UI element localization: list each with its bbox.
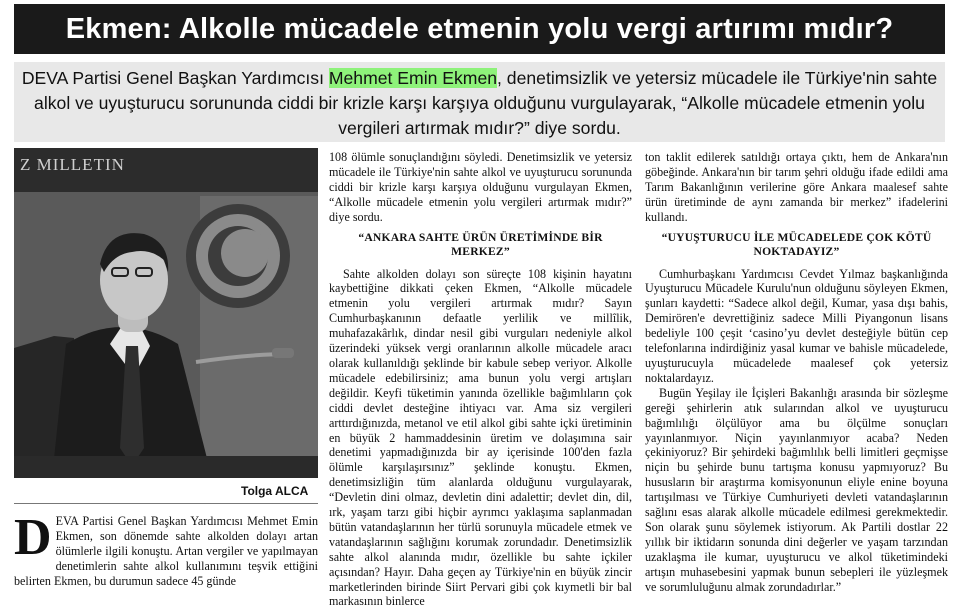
article-column-1 [14, 509, 318, 589]
column-3-paragraph-1: ton taklit edilerek satıldığı ortaya çıktı, hem de Ankara'nın göbeğinde. Ankara'nın bir tarım şehri olduğu ifade edildi ama Tarım Bakanlığının verilerine göre Ankara maalesef sahte ürün üretiminde de aynı zamanda bir merkez” ifadelerini kullandı. [645, 150, 948, 224]
backdrop-text: Z MILLETIN [20, 155, 125, 174]
spot-text-after: , denetimsizlik ve yetersiz mücadele ile Türkiye'nin sahte alkol ve uyuşturucu sorununda ciddi bir krizle karşı karşıya olduğunu vurgulayarak, “Alkolle mücadele etmenin yolu vergileri artırmak mıdır?” diye sordu. [34, 68, 938, 138]
column-2-paragraph-1: 108 ölümle sonuçlandığını söyledi. Denetimsizlik ve yetersiz mücadele ile Türkiye'nin sahte alkol ve uyuşturucu sorununda ciddi bir krizle karşı karşıya olduğunu vurgulayan Ekmen, “Alkolle mücadele etmenin yolu vergileri artırmak mıdır?” diye sordu. [329, 150, 632, 224]
column-2-paragraph-2: Sahte alkolden dolayı son süreçte 108 kişinin hayatını kaybettiğine dikkati çeken Ekmen, “Alkolle mücadele etmenin yolu vergileri artırmak mıdır? Sayın Cumhurbaşkanının defaatle yerlilik ve millîlik, muhafazakârlık, dindar nesil gibi vurguları nedeniyle alkol üzerindeki yüksek vergi oranlarının alkolle mücadele aracı olarak kullanıldığı şeklinde bir kabule sebep veriyor. Alkolle mücadele edebilirsiniz; ama bunun yolu vergi artışları değildir. Keyfi tüketimin yanında özellikle bağımlıların çok ciddi devlet desteğine ihtiyacı var. Ama siz vergileri arttırdığınızda, metanol ve etil alkol gibi sahte içki üretiminin en büyük 2 hammaddesinin üretim ve dolaşımına sair denetimi yapmadığınızda bir ay içerisinde 100'den fazla ölümle karşılaşırsınız” şeklinde konuştu. Ekmen, denetimsizliğin tüm alanlarda olduğunu vurgulayarak, “Devletin dini olmaz, devletin dini adalettir; devlet din, dil, ırk, yaşam tarzı gibi hiçbir ayrımcı yaklaşıma saplanmadan bütün vatandaşlarının her türlü sorunuyla mücadele etmek ve vatandaşlarının sağlığını korumak zorundadır. Denetimsizlik sahte alkol alanında mıdır, özellikle bu sahte içkiler açısından? Hayır. Daha geçen ay Türkiye'nin en büyük zincir marketlerinden birinde Siirt Pervari gibi çok kıymetli bir bal markasının binlerce [329, 266, 632, 609]
column-1-text: EVA Partisi Genel Başkan Yardımcısı Mehmet Emin Ekmen, son dönemde sahte alkolden dolayı artan ölümlerle ilgili konuştu. Artan vergiler ve yapılmayan denetimlerin sahte alkol kullanımını teşvik ettiğini belirten Ekmen, bu durumun sadece 45 günde [14, 514, 318, 588]
spot-summary [14, 62, 945, 142]
article-column-3 [645, 150, 948, 594]
column-3-paragraph-3: Bugün Yeşilay ile İçişleri Bakanlığı arasında bir sözleşme gereği şehirlerin atık sularından alkol ve uyuşturucu bağımlılığı ölçülüyor ama bu ölçülme sonuçları yayınlanmıyor. Niçin yayınlanmıyor acaba? Neden çekiniyoruz? Bir şehirdeki bağımlılık belli limitleri geçmişse niçin bu şehirde bunu tartışma konusu yapmıyoruz? Bu hususların bir araştırma komisyonunun eliyle enine boyuna tartışılması ve Türkiye Cumhuriyeti devleti vatandaşlarının sağlını esas alarak alkolle mücadele edilmesi gerekmektedir. Son olarak şunu söylemek istiyorum. Ak Partili dostlar 22 yıllık bir iktidarın sonunda dini değerler ve yaşam tarzından uzaklaşma ile kumar, uyuşturucu ve alkol tüketimindeki artışın muhasebesini yapmak bunun sebepleri ile yüzleşmek ve sorumluluğunu almak zorundadırlar.” [645, 385, 948, 594]
drop-cap: D [14, 509, 52, 566]
article-column-2 [329, 150, 632, 609]
spot-text-before: DEVA Partisi Genel Başkan Yardımcısı [21, 68, 329, 88]
column-3-paragraph-2: Cumhurbaşkanı Yardımcısı Cevdet Yılmaz başkanlığında Uyuşturucu Mücadele Kurulu'nun olduğunu söyleyen Ekmen, şunları kaydetti: “Sadece alkol değil, Kumar, yasa dışı bahis, Demirören'e devrettiğiniz sadece Milli Piyangonun lisans bedeliyle 100 çeşit ‘casino’yu devlet desteğiyle bütün cep telefonlarına indirdiğiniz yasal kumar ve bahisle mücadelede, uyuşturucuyla mücadelede maalesef çok yetersiz noktalardayız. [645, 266, 948, 385]
headline: Ekmen: Alkolle mücadele etmenin yolu vergi artırımı mıdır? [14, 4, 945, 54]
credit-divider [14, 503, 318, 504]
highlighted-name: Mehmet Emin Ekmen [328, 68, 498, 88]
speaker-photo [14, 148, 318, 478]
photo-credit: Tolga ALCA [241, 484, 309, 498]
subheading-ankara: “ANKARA SAHTE ÜRÜN ÜRETİMİNDE BİR MERKEZ” [358, 230, 603, 258]
speaker-photo-illustration [14, 148, 318, 478]
subheading-uyusturucu: “UYUŞTURUCU İLE MÜCADELEDE ÇOK KÖTÜ NOKTADAYIZ” [661, 230, 932, 258]
